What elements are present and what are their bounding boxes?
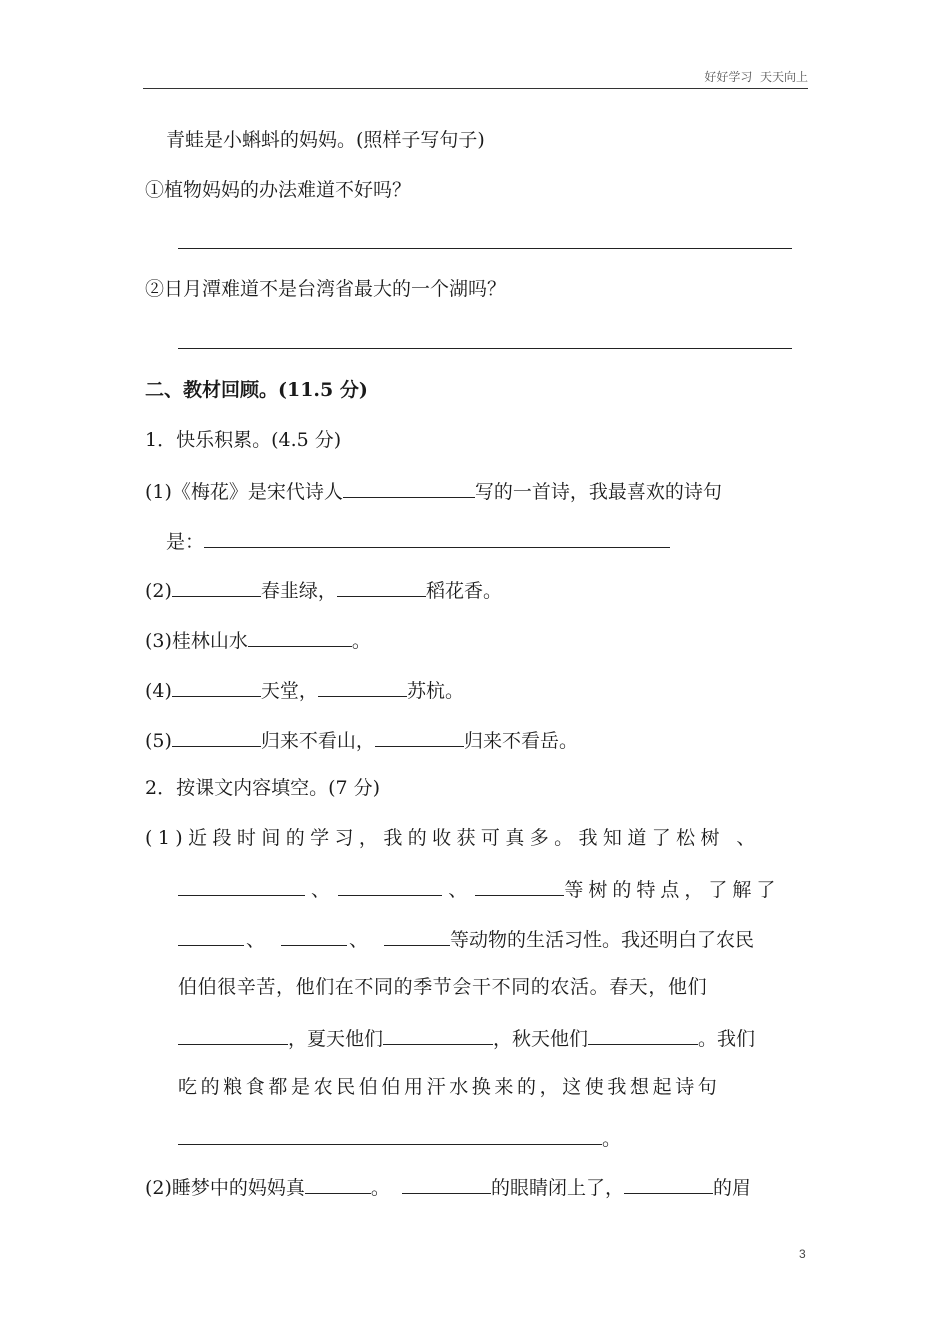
blank-mother[interactable] xyxy=(305,1173,371,1194)
item-3-suffix: 。 xyxy=(351,630,371,652)
item-2-prefix: (2) xyxy=(145,580,172,602)
p2-suffix: 的眉 xyxy=(712,1177,751,1199)
part2-p1-line5 xyxy=(178,1024,755,1052)
answer-line-2[interactable] xyxy=(178,348,792,349)
blank-2b[interactable] xyxy=(337,576,426,597)
separator: 、 xyxy=(448,879,470,901)
blank-favorite-line[interactable] xyxy=(204,527,670,548)
question-1: ①植物妈妈的办法难道不好吗？ xyxy=(145,179,412,201)
separator: 、 xyxy=(349,929,369,951)
blank-tree-2[interactable] xyxy=(338,875,442,896)
answer-line-1[interactable] xyxy=(178,248,792,249)
blank-animal-2[interactable] xyxy=(281,925,347,946)
item-4-mid: 天堂， xyxy=(260,680,318,702)
item-3-prefix: (3)桂林山水 xyxy=(145,630,248,652)
blank-tree-1[interactable] xyxy=(178,875,305,896)
question-2: ②日月潭难道不是台湾省最大的一个湖吗？ xyxy=(145,278,507,300)
blank-poem[interactable] xyxy=(178,1124,602,1145)
item-5-mid: 归来不看山， xyxy=(260,730,375,752)
separator: 、 xyxy=(311,879,333,901)
blank-eyes[interactable] xyxy=(402,1173,491,1194)
part2-p1-line2 xyxy=(178,875,780,903)
blank-2a[interactable] xyxy=(172,576,261,597)
item-1-suffix: 写的一首诗，我最喜欢的诗句 xyxy=(474,481,722,503)
part2-p1-line1: (1)近段时间的学习，我的收获可真多。我知道了松树 、 xyxy=(145,827,761,849)
item-1-prefix: (1)《梅花》是宋代诗人 xyxy=(145,481,343,503)
item-2-mid: 春韭绿， xyxy=(260,580,337,602)
part2-p1-line3 xyxy=(178,925,754,953)
part2-p1-line6: 吃的粮食都是农民伯伯用汗水换来的，这使我想起诗句 xyxy=(178,1076,721,1098)
item-4-suffix: 苏杭。 xyxy=(406,680,464,702)
example-sentence: 青蛙是小蝌蚪的妈妈。(照样子写句子) xyxy=(166,129,485,151)
separator: 、 xyxy=(246,929,266,951)
page-header xyxy=(143,64,808,89)
item-1-label: 是： xyxy=(166,531,205,553)
item-1-cont xyxy=(166,527,670,555)
item-3-line xyxy=(145,626,371,654)
blank-5b[interactable] xyxy=(375,726,464,747)
item-1-line xyxy=(145,477,722,505)
item-5-suffix: 归来不看岳。 xyxy=(463,730,578,752)
blank-poet[interactable] xyxy=(343,477,475,498)
blank-4b[interactable] xyxy=(318,676,407,697)
blank-spring[interactable] xyxy=(178,1024,288,1045)
item-2-line xyxy=(145,576,502,604)
part2-line2-text: 等树的特点，了解了 xyxy=(564,879,781,901)
item-4-line xyxy=(145,676,464,704)
page-number: 3 xyxy=(799,1247,806,1261)
part1-title: 1．快乐积累。(4.5 分) xyxy=(145,429,342,451)
blank-tree-3[interactable] xyxy=(475,875,564,896)
part2-p1-line4: 伯伯很辛苦，他们在不同的季节会干不同的农活。春天，他们 xyxy=(178,976,708,998)
end-punct: 。 xyxy=(602,1128,622,1150)
p2-punct: 。 xyxy=(370,1177,390,1199)
blank-3[interactable] xyxy=(248,626,352,647)
item-5-prefix: (5) xyxy=(145,730,172,752)
part2-line3-text: 等动物的生活习性。我还明白了农民 xyxy=(450,929,755,951)
autumn-text: ，秋天他们 xyxy=(493,1028,589,1050)
section-title: 二、教材回顾。(11.5 分) xyxy=(145,379,368,401)
blank-animal-1[interactable] xyxy=(178,925,244,946)
blank-summer[interactable] xyxy=(383,1024,493,1045)
item-4-prefix: (4) xyxy=(145,680,172,702)
p2-mid: 的眼睛闭上了， xyxy=(490,1177,624,1199)
blank-5a[interactable] xyxy=(172,726,261,747)
summer-text: ，夏天他们 xyxy=(288,1028,384,1050)
we-text: 。我们 xyxy=(698,1028,756,1050)
item-5-line xyxy=(145,726,578,754)
item-2-suffix: 稻花香。 xyxy=(425,580,502,602)
blank-4a[interactable] xyxy=(172,676,261,697)
p2-prefix: (2)睡梦中的妈妈真 xyxy=(145,1177,305,1199)
part2-title: 2．按课文内容填空。(7 分) xyxy=(145,777,381,799)
blank-autumn[interactable] xyxy=(588,1024,698,1045)
part2-p2-line1 xyxy=(145,1173,751,1201)
header-motto: 好好学习 天天向上 xyxy=(704,70,808,84)
blank-animal-3[interactable] xyxy=(384,925,450,946)
part2-p1-line7 xyxy=(178,1124,621,1152)
blank-brows[interactable] xyxy=(624,1173,713,1194)
